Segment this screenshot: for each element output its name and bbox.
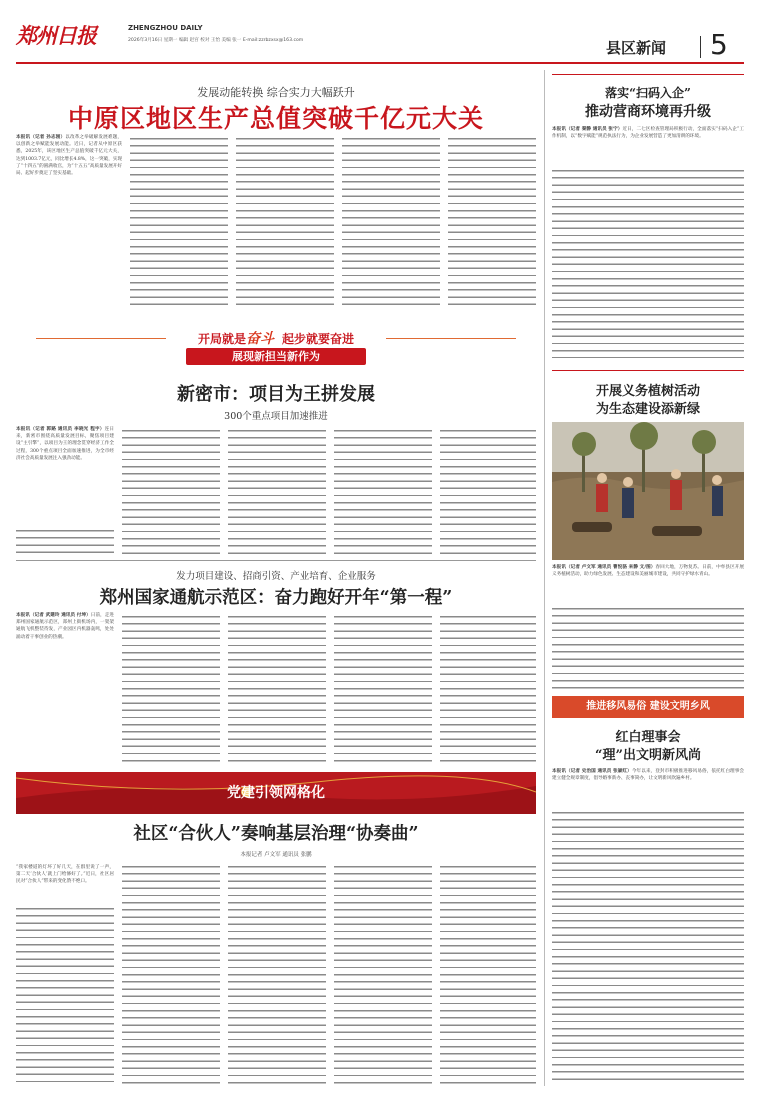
article-lead: 近日，二七区检查管理局积极行动，全面落实“扫码入企”工作机制，以“数字赋能”规范执法行为，为企业发展营造了更加清朗的环境。 [552, 127, 744, 140]
article-lead: “我家楼道的灯坏了好几天，在群里说了一声，第二天‘合伙人’就上门给修好了。”近日，社区居民对“合伙人”带来的变化赞不绝口。 [16, 865, 114, 885]
campaign-strip [552, 696, 744, 718]
article-byline: 本报讯（记者 孙志刚） [16, 135, 66, 140]
article-etiquette-council [552, 696, 744, 1086]
article-text-block [334, 614, 432, 764]
page-number: 5 [710, 28, 728, 61]
article-text-block [130, 136, 228, 306]
campaign-banner [16, 322, 536, 374]
article-headline: 开展义务植树活动 [595, 384, 700, 399]
article-body [16, 134, 122, 306]
banner-slogan [16, 328, 536, 348]
article-text-block [228, 614, 326, 764]
article-byline: 本报讯（记者 卢文军 通讯员 曹悦骆 来静 文/图） [552, 565, 656, 570]
article-text-block [228, 864, 326, 1084]
article-text-block [228, 428, 326, 556]
newspaper-logo: 郑州日报 [16, 23, 96, 48]
article-body [552, 564, 744, 604]
article-byline: 本报讯（记者 秦静 通讯员 张宁） [552, 127, 623, 132]
tree-planting-photo [552, 422, 744, 560]
masthead [0, 0, 761, 70]
article-lead: 连日来，新密市围绕高质量发展目标，聚焦项目建设“主引擎”，以项目为王的理念贯穿经济工作全过程，300个重点项目全面加速推进，为全市经济社会高质量发展注入强劲动能。 [16, 427, 114, 461]
article-scan-to-enter [552, 70, 744, 366]
article-headline: 中原区地区生产总值突破千亿元大关 [67, 104, 484, 133]
article-text-block [122, 428, 220, 556]
article-headline-2: 为生态建设添新绿 [595, 402, 700, 417]
date-line: 2026年3月16日 星期一 编辑 赵宫 校对 王怡 美编 张一 E-mail:zzrbzxsx@163.com [128, 38, 304, 43]
section-title: 县区新闻 [606, 39, 667, 57]
article-subhead: 300个重点项目加速推进 [224, 411, 328, 422]
article-text-block [16, 906, 114, 1084]
section-kicker: 党建引领网格化 [227, 785, 325, 801]
article-byline: 本报讯（记者 郭路 通讯员 李晓光 程宇） [16, 427, 105, 432]
article-text-block [334, 864, 432, 1084]
article-text-block [342, 136, 440, 306]
article-headline: 社区“合伙人”奏响基层治理“协奏曲” [133, 824, 419, 844]
masthead-rule [16, 62, 744, 64]
article-aviation-zone [16, 562, 536, 768]
article-text-block [122, 614, 220, 764]
article-lead: 今年以来，登封市积极推进移风易俗，依托红白理事会建立健全规章制度，倡导婚事新办、丧事简办，让文明新风吹遍乡村。 [552, 769, 744, 782]
english-name: ZHENGZHOU DAILY [128, 24, 203, 32]
article-byline: 本报记者 卢文军 通讯员 张鹏 [240, 852, 312, 858]
article-headline: 新密市：项目为王拼发展 [177, 384, 375, 405]
article-text-block [552, 606, 744, 690]
article-text-block [334, 428, 432, 556]
article-kicker: 发力项目建设、招商引资、产业培育、企业服务 [176, 571, 376, 582]
article-lead: 春回大地，万物复苏。日前，中牟县区开展义务植树活动，助力绿色发展、生态建设和美丽城市建设，共同守护绿水青山。 [552, 565, 744, 578]
article-kicker: 落实“扫码入企” [605, 86, 691, 100]
article-text-block [122, 864, 220, 1084]
article-tree-planting [552, 370, 744, 690]
column-separator [544, 70, 545, 1086]
sidebar-top-rule [552, 74, 744, 75]
sidebar-top-rule [552, 370, 744, 371]
article-byline: 本报讯（记者 武建玲 通讯员 付坤） [16, 613, 91, 618]
article-kicker: 发展动能转换 综合实力大幅跃升 [197, 86, 355, 99]
article-text-block [440, 614, 536, 764]
article-community-partner [16, 772, 536, 1086]
article-body [16, 612, 114, 762]
article-zhongyuan [16, 70, 536, 318]
article-headline: 郑州国家通航示范区：奋力跑好开年“第一程” [99, 588, 453, 608]
article-text-block [440, 864, 536, 1084]
campaign-strip-text: 推进移风易俗 建设文明乡风 [586, 701, 710, 712]
section-divider [16, 560, 536, 561]
banner-slogan-c: 起步就要奋进 [282, 332, 355, 346]
banner-subline-text: 展现新担当新作为 [232, 350, 320, 363]
article-headline-2: “理”出文明新风尚 [595, 748, 701, 763]
article-text-block [552, 810, 744, 1084]
article-body [552, 768, 744, 808]
party-banner-graphic [16, 772, 536, 814]
article-headline: 红白理事会 [615, 730, 681, 745]
article-body [552, 126, 744, 166]
article-lead: 以改革之举破解发展难题，以创新之举赋能发展动能。近日，记者从中原区获悉，2025年，该区地区生产总值突破千亿元大关，达到1003.7亿元，同比增长4.8%，这一突破，实现了“十四五”的圆满收官，为“十五五”高质量发展开好局、起好步奠定了坚实基础。 [16, 135, 122, 177]
article-byline: 本报讯（记者 史治国 通讯员 张颖红） [552, 769, 632, 774]
article-lead: 日前，走进郑州国家通航示范区，郑州上街机场内，一架架通航飞机整装待发，产业园区内机器轰鸣，处处涌动着干事创业的热潮。 [16, 613, 114, 640]
article-text-block [236, 136, 334, 306]
banner-slogan-a: 开局就是 [197, 332, 246, 346]
page-divider [700, 36, 701, 58]
article-text-block [16, 528, 114, 556]
article-text-block [440, 428, 536, 556]
banner-slogan-b: 奋斗 [246, 331, 274, 347]
banner-subline [186, 348, 366, 365]
article-text-block [552, 168, 744, 358]
article-text-block [448, 136, 536, 306]
article-headline: 推动营商环境再升级 [585, 104, 711, 120]
